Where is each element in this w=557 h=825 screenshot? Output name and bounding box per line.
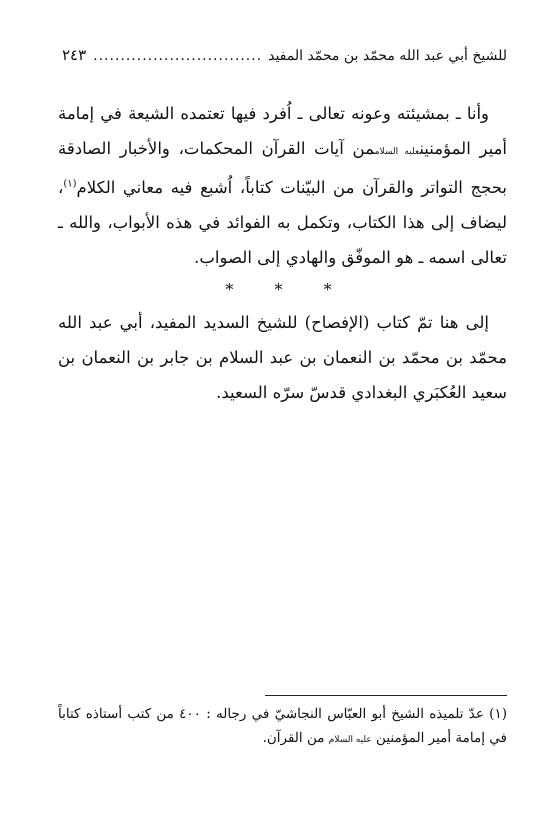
paragraph-intro-part1: وأنا ـ بمشيئته وعونه تعالى ـ اُفرد فيها تعتمده الشيعة في إمامة أمير المؤمنين — [58, 104, 507, 158]
running-header — [62, 44, 507, 66]
section-separator — [58, 275, 507, 305]
footnote-text — [58, 702, 507, 752]
footnote — [58, 702, 507, 752]
separator-star: * — [225, 280, 234, 299]
paragraph-intro-part2: من آيات القرآن المحكمات، والأخبار الصادقة بحجج التواتر والقرآن من البيّنات كتاباً، اُشبع فيه معاني الكلام — [58, 139, 507, 197]
footnote-part2: من القرآن. — [262, 730, 325, 746]
footnote-blessing-mark: عليه السلام — [328, 735, 372, 745]
footnote-divider — [265, 695, 507, 696]
header-leader-dots — [92, 45, 262, 67]
separator-star: * — [323, 280, 332, 299]
paragraph-intro-part3: ، ليضاف إلى هذا الكتاب، وتكمل به الفوائد في هذه الأبواب، والله ـ تعالى اسمه ـ هو الموفّق والهادي إلى الصواب. — [58, 178, 507, 267]
page-number: ٢٤٣ — [62, 46, 87, 64]
footnote-reference: (١) — [63, 178, 77, 190]
paragraph-intro — [58, 96, 507, 275]
header-title: للشيخ أبي عبد الله محمّد بن محمّد المفيد — [268, 48, 507, 64]
blessing-mark: عليه السلام — [374, 147, 420, 157]
separator-star: * — [274, 280, 283, 299]
footnote-part1: (١) عدّ تلميذه الشيخ أبو العبّاس النجاشيّ في رجاله : ٤٠٠ من كتب أستاذه كتاباً في إمامة أمير المؤمنين — [58, 706, 508, 746]
paragraph-colophon: إلى هنا تمّ كتاب (الإفصاح) للشيخ السديد المفيد، أبي عبد الله محمّد بن محمّد بن النعمان بن عبد السلام بن جابر بن النعمان بن سعيد العُكبَري البغدادي قدسّ سرّه السعيد. — [58, 313, 507, 402]
main-text — [58, 96, 507, 410]
